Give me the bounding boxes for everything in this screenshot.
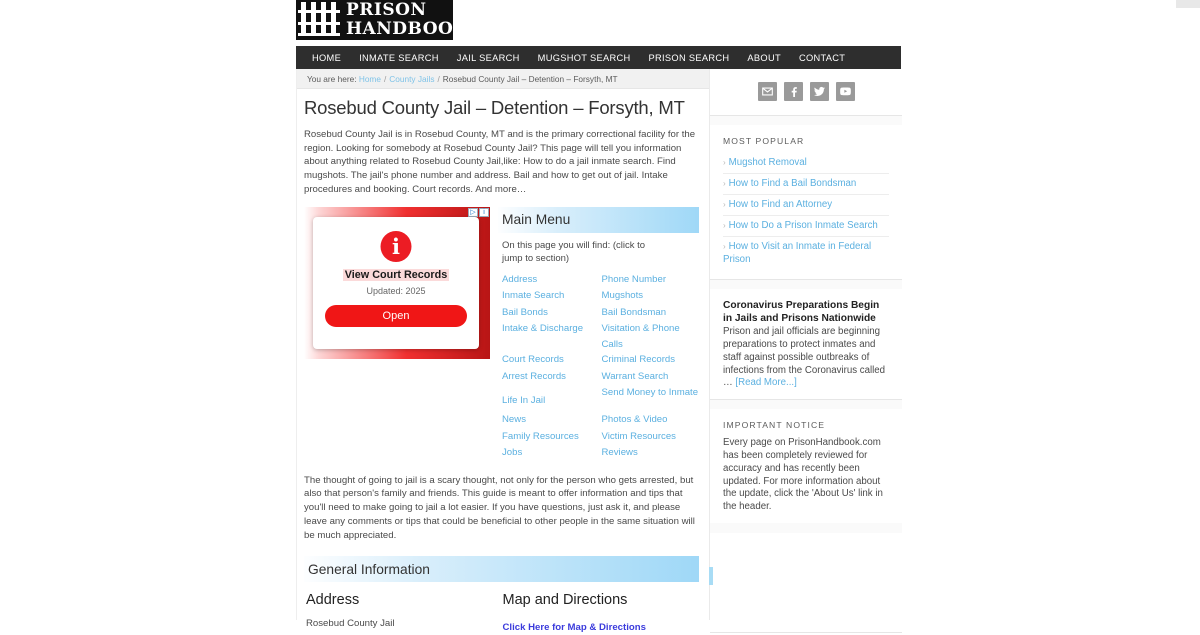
advertisement[interactable] xyxy=(304,207,490,359)
article-body xyxy=(297,89,709,635)
general-information-columns xyxy=(304,592,699,635)
menu-link-photos-video[interactable]: Photos & Video xyxy=(601,413,668,425)
popular-link-mugshot-removal[interactable]: › Mugshot Removal xyxy=(723,157,807,168)
breadcrumb-separator-1: / xyxy=(383,73,387,84)
menu-link-family-resources[interactable]: Family Resources xyxy=(502,430,579,442)
menu-link-court-records[interactable]: Court Records xyxy=(502,354,564,366)
info-circle-icon: i xyxy=(381,231,412,262)
main-navigation[interactable] xyxy=(296,46,901,69)
menu-link-life-in-jail[interactable]: Life In Jail xyxy=(502,395,546,407)
nav-item-mugshot-search[interactable]: MUGSHOT SEARCH xyxy=(537,52,631,63)
site-logo[interactable] xyxy=(296,0,469,40)
address-value: Rosebud County Jail xyxy=(306,618,395,630)
chevron-right-icon: › xyxy=(723,242,726,251)
social-widget xyxy=(710,69,902,116)
ad-open-button[interactable]: Open xyxy=(325,305,467,327)
breadcrumb-separator-2: / xyxy=(437,73,440,84)
address-column xyxy=(306,592,503,635)
content-wrapper xyxy=(296,69,901,634)
ad-and-menu-block xyxy=(304,207,699,462)
menu-link-reviews[interactable]: Reviews xyxy=(601,447,638,459)
menu-link-mugshots[interactable]: Mugshots xyxy=(601,290,644,302)
nav-item-home[interactable]: HOME xyxy=(312,52,342,63)
prison-bars-icon xyxy=(296,0,342,40)
logo-line-2: HANDBOOK xyxy=(346,19,469,39)
twitter-icon[interactable] xyxy=(810,82,829,101)
nav-item-contact[interactable]: CONTACT xyxy=(798,52,846,63)
intro-paragraph: Rosebud County Jail is in Rosebud County, MT and is the primary correctional facility for the region. Looking for somebody at Rosebud County Jail? This page will tell you information about anything related to Rosebud County Jail,like: How to do a jail inmate search. Find mugshots. The jail's phone number and address. Bail and how to get out of jail. Intake procedures and booking. Court records. And more… xyxy=(304,129,696,195)
read-more-link[interactable]: [Read More...] xyxy=(735,377,797,389)
nav-item-prison-search[interactable]: PRISON SEARCH xyxy=(648,52,730,63)
nav-item-inmate-search[interactable]: INMATE SEARCH xyxy=(359,52,439,63)
ad-card[interactable] xyxy=(313,217,479,349)
breadcrumb-home-link[interactable]: Home xyxy=(358,73,381,84)
main-menu-panel xyxy=(490,207,699,462)
closing-paragraph: The thought of going to jail is a scary thought, not only for the person who gets arrested, but also that person's family and friends. This guide is meant to offer information and tips that you'll need to make going to jail a lot easier. If you have questions, just ask it, and please leave any comments or tips that could be beneficial to other people in the same situation will be much appreciated. xyxy=(304,474,695,541)
social-icons xyxy=(710,69,902,115)
adchoices-triangle-icon[interactable]: ▷ xyxy=(468,208,478,217)
adchoices-info-icon[interactable]: i xyxy=(479,208,489,217)
breadcrumb-parent-link[interactable]: County Jails xyxy=(389,73,435,84)
menu-link-send-money-to-inmate[interactable]: Send Money to Inmate xyxy=(601,387,699,399)
main-menu-note: On this page you will find: (click to jump to section) xyxy=(502,239,646,265)
email-icon[interactable] xyxy=(758,82,777,101)
logo-wordmark xyxy=(342,2,469,38)
list-item[interactable] xyxy=(723,237,889,270)
main-menu-links xyxy=(498,272,699,462)
most-popular-widget xyxy=(710,125,902,280)
popular-link-find-bail-bondsman[interactable]: › How to Find a Bail Bondsman xyxy=(723,178,857,189)
menu-link-jobs[interactable]: Jobs xyxy=(502,447,523,459)
list-item[interactable] xyxy=(723,174,889,195)
nav-item-jail-search[interactable]: JAIL SEARCH xyxy=(456,52,520,63)
chevron-right-icon: › xyxy=(723,179,726,188)
sidebar-empty-widget xyxy=(710,533,902,633)
popular-link-prison-inmate-search[interactable]: › How to Do a Prison Inmate Search xyxy=(723,220,878,231)
menu-link-visitation-phone-calls[interactable]: Visitation & Phone Calls xyxy=(601,323,680,350)
menu-link-news[interactable]: News xyxy=(502,413,526,425)
breadcrumb-prefix: You are here: xyxy=(307,73,357,84)
main-column xyxy=(297,69,709,634)
sidebar xyxy=(709,69,902,620)
most-popular-list xyxy=(723,153,889,270)
ad-title: View Court Records xyxy=(344,268,448,281)
menu-link-victim-resources[interactable]: Victim Resources xyxy=(601,430,676,442)
chevron-right-icon: › xyxy=(723,158,726,167)
menu-link-bail-bondsman[interactable]: Bail Bondsman xyxy=(601,306,667,318)
sidebar-gap-2 xyxy=(710,280,902,289)
nav-item-about[interactable]: ABOUT xyxy=(747,52,781,63)
breadcrumb-current: Rosebud County Jail – Detention – Forsyth, MT xyxy=(442,73,618,84)
chevron-right-icon: › xyxy=(723,221,726,230)
address-heading: Address xyxy=(306,592,360,609)
logo-line-1: PRISON xyxy=(346,0,427,20)
map-column xyxy=(503,592,700,635)
ad-choices-controls[interactable] xyxy=(468,208,489,217)
list-item[interactable] xyxy=(723,216,889,237)
chevron-right-icon: › xyxy=(723,200,726,209)
sidebar-gap-1 xyxy=(710,116,902,125)
popular-link-find-attorney[interactable]: › How to Find an Attorney xyxy=(723,199,833,210)
menu-link-address[interactable]: Address xyxy=(502,273,538,285)
menu-link-phone-number[interactable]: Phone Number xyxy=(601,273,667,285)
breadcrumb xyxy=(297,69,709,89)
menu-link-criminal-records[interactable]: Criminal Records xyxy=(601,354,676,366)
news-widget xyxy=(710,289,902,400)
important-notice-heading: IMPORTANT NOTICE xyxy=(723,420,826,431)
menu-link-intake-discharge[interactable]: Intake & Discharge xyxy=(502,323,584,335)
youtube-icon[interactable] xyxy=(836,82,855,101)
map-directions-link[interactable]: Click Here for Map & Directions xyxy=(502,622,646,634)
main-menu-heading: Main Menu xyxy=(498,207,699,233)
most-popular-heading: MOST POPULAR xyxy=(723,136,805,146)
general-information-heading: General Information xyxy=(304,556,699,582)
sidebar-gap-3 xyxy=(710,400,902,409)
news-headline[interactable]: Coronavirus Preparations Begin in Jails and Prisons Nationwide xyxy=(723,300,880,324)
important-notice-body: Every page on PrisonHandbook.com has been completely reviewed for accuracy and has recently been updated. For more information about the update, click the 'About Us' link in the header. xyxy=(723,437,883,513)
menu-link-inmate-search[interactable]: Inmate Search xyxy=(502,290,565,302)
list-item[interactable] xyxy=(723,195,889,216)
ad-subtitle: Updated: 2025 xyxy=(366,285,426,296)
facebook-icon[interactable] xyxy=(784,82,803,101)
news-excerpt: Prison and jail officials are beginning preparations to protect inmates and staff against possible outbreaks of infections from the Coronavirus called … [Read More...] xyxy=(723,326,886,389)
important-notice-widget xyxy=(710,409,902,523)
menu-link-bail-bonds[interactable]: Bail Bonds xyxy=(502,306,548,318)
site-header xyxy=(296,0,901,46)
map-heading: Map and Directions xyxy=(502,592,628,609)
menu-link-warrant-search[interactable]: Warrant Search xyxy=(601,370,669,382)
page-title: Rosebud County Jail – Detention – Forsyth, MT xyxy=(304,97,685,118)
sidebar-accent-marker xyxy=(709,567,713,585)
sidebar-gap-4 xyxy=(710,523,902,533)
list-item[interactable] xyxy=(723,153,889,174)
menu-link-arrest-records[interactable]: Arrest Records xyxy=(502,370,566,382)
popular-link-visit-inmate-federal-prison[interactable]: › How to Visit an Inmate in Federal Prison xyxy=(723,241,872,265)
